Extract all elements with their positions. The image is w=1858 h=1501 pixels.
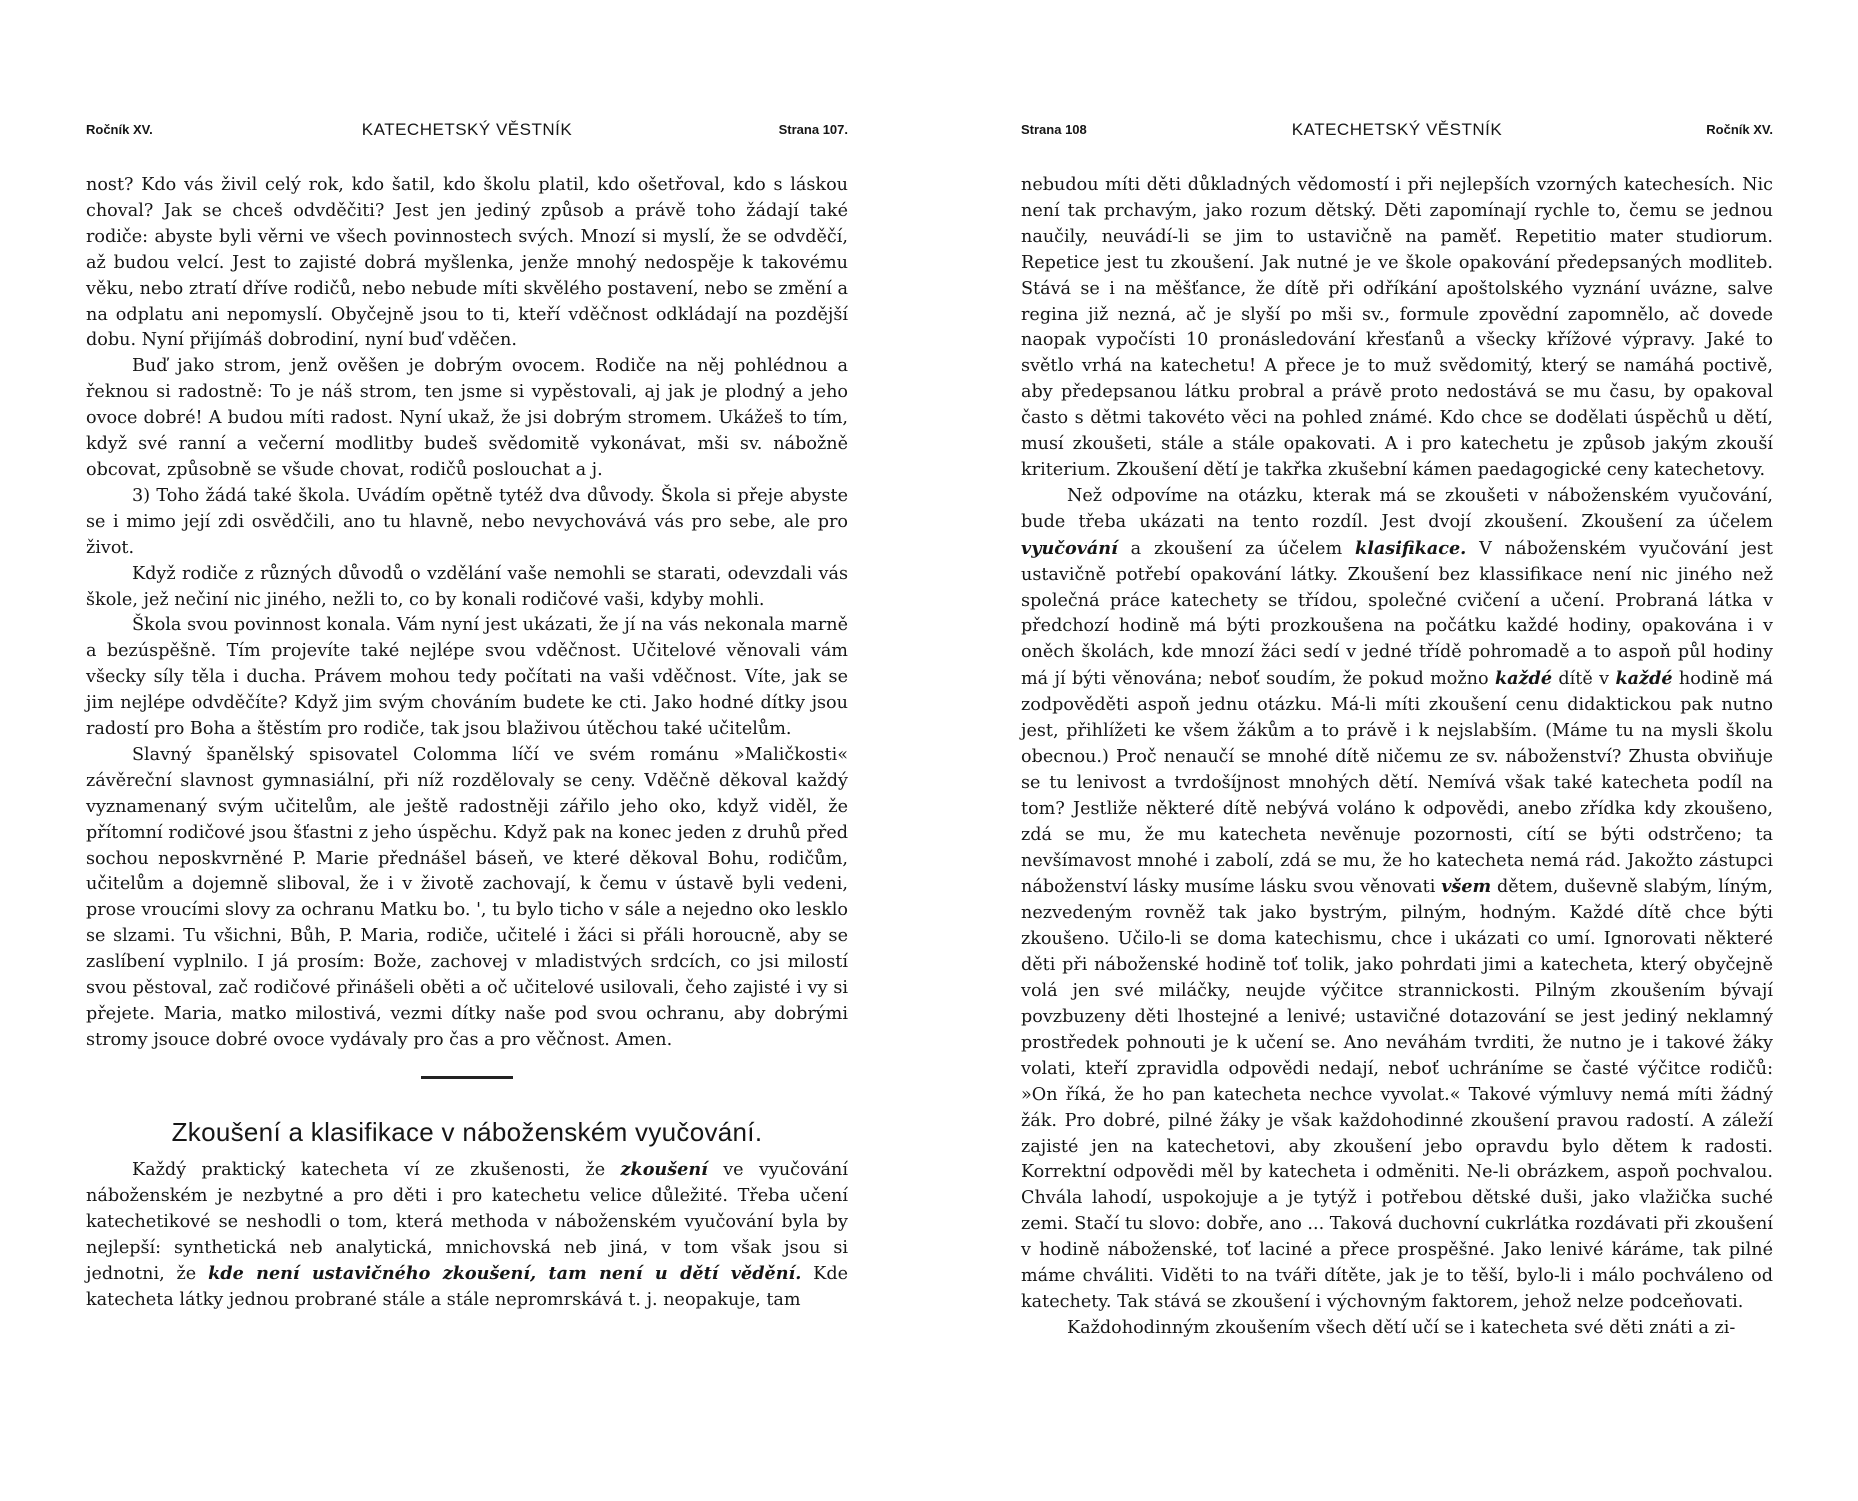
text-run: Každý praktický katecheta ví ze zkušenosti, že	[132, 1159, 621, 1180]
right-header-title: KATECHETSKÝ VĚSTNÍK	[1291, 120, 1503, 139]
paragraph: Slavný španělský spisovatel Colomma líčí ve svém románu »Maličkosti« závěreční slavnost gymnasiální, při níž rozdělovaly se ceny. Vděčně děkoval každý vyznamenaný svým učitelům, ale ještě radostněji zářilo jeho oko, když viděl, že přítomní rodičové jsou šťastni z jeho úspěchu. Když pak na konec jeden z druhů před sochou neposkvrněné P. Marie přednášel báseň, ve které děkoval Bohu, rodičům, učitelům a dojemně sliboval, že i v životě zachovají, k čemu v ústavě byli vedeni, prose vroucími slovy za ochranu Matku bo. ', tu bylo ticho v sále a nejedno oko lesklo se slzami. Tu všichni, Bůh, P. Maria, rodiče, učitelé i žáci si přáli horoucně, aby se zaslíbení vyplnilo. I já prosím: Bože, zachovej v mladistvých srdcích, co jsi milostí svou pěstoval, zač rodičové přinášeli oběti a oč učitelové usilovali, čeho zajisté i vy si přejete. Maria, matko milostivá, vezmi dítky naše pod svou ochranu, aby dobrými stromy jsouce dobré ovoce vydávaly pro čas a pro věčnost. Amen.	[86, 744, 848, 1050]
emphasis: klasifikace.	[1355, 537, 1467, 559]
right-page	[929, 0, 1858, 1501]
left-text-column	[86, 173, 848, 1314]
emphasis: každé	[1494, 668, 1553, 690]
section-divider	[421, 1076, 513, 1079]
emphasis: každé	[1615, 668, 1673, 690]
paragraph: Škola svou povinnost konala. Vám nyní jest ukázati, že jí na vás nekonala marně a bezúspěšně. Tím projevíte také nejlépe svou vděčnost. Učitelové věnovali vám všecky síly těla i ducha. Právem mohou tedy počítati na vaši vděčnost. Víte, jak se jim nejlépe odvděčíte? Když jim svým chováním budete ke cti. Jako hodné dítky jsou radostí pro Boha a štěstím pro rodiče, tak jsou blaživou útěchou také učitelům.	[86, 615, 848, 740]
paragraph: Když rodiče z různých důvodů o vzdělání vaše nemohli se starati, odevzdali vás škole, jež nečiní nic jiného, nežli to, co by konali rodičové vaši, kdyby mohli.	[86, 563, 848, 610]
text-run: ve vyučování náboženském je nezbytné a pro děti i pro katechetu velice důležité. Třeba učení katechetikové se neshodli o tom, která methoda v náboženském vyučování byla by nejlepší: synthetická neb analytická, mnichovská neb jiná, v tom však jsou si jednotni, že	[86, 1159, 848, 1285]
text-run: Než odpovíme na otázku, kterak má se zkoušeti v náboženském vyučování, bude třeba ukázati na tento rozdíl. Jest dvojí zkoušení. Zkoušení za účelem	[1021, 485, 1773, 532]
emphasis: všem	[1441, 876, 1492, 898]
paragraph: Buď jako strom, jenž ověšen je dobrým ovocem. Rodiče na něj pohlédnou a řeknou si radostně: To je náš strom, ten jsme si vypěstovali, aj jak je plodný a jeho ovoce dobré! A budou míti radost. Nyní ukaž, že jsi dobrým stromem. Ukážeš to tím, když své ranní a večerní modlitby budeš svědomitě vykonávat, mši sv. nábožně obcovat, způsobně se všude chovat, rodičů poslouchat a j.	[86, 356, 848, 480]
section-title: Zkoušení a klasifikace v náboženském vyučování.	[171, 1116, 763, 1147]
paragraph: Každohodinným zkoušením všech dětí učí se i katecheta své děti znáti a zi-	[1067, 1317, 1736, 1338]
left-running-header	[86, 118, 848, 142]
text-run: a zkoušení za účelem	[1117, 538, 1356, 559]
emphasis: vyučování	[1021, 537, 1118, 559]
right-header-page-number: Strana 108	[1021, 122, 1087, 137]
right-text-column	[1021, 173, 1773, 1342]
text-run: dítě v	[1552, 669, 1616, 690]
left-header-page-number: Strana 107.	[778, 122, 848, 137]
paragraph	[86, 1157, 848, 1314]
left-header-volume: Ročník XV.	[86, 122, 153, 137]
right-running-header	[1021, 118, 1773, 142]
emphasis: zkoušení	[620, 1158, 708, 1180]
paragraph: 3) Toho žádá také škola. Uvádím opětně tytéž dva důvody. Škola si přeje abyste se i mimo její zdi osvědčili, ano tu hlavně, nebo nevychovává vás pro sebe, ale pro život.	[86, 485, 848, 558]
paragraph	[1021, 484, 1773, 1316]
text-run: V náboženském vyučování jest ustavičně potřebí opakování látky. Zkoušení bez klassifikace není nic jiného než společná práce katechety se třídou, společné cvičení a učení. Probraná látka v předchozí hodině má býti prozkoušena na počátku každé hodiny, opakována i v oněch školách, kde mnozí žáci sedí v jedné třídě pohromadě a to aspoň půl hodiny má jí býti věnována; neboť soudím, že pokud možno	[1021, 538, 1773, 690]
emphasis: kde není ustavičného zkoušení, tam není u dětí vědění.	[208, 1263, 802, 1285]
text-run: dětem, duševně slabým, líným, nezvedeným rovněž tak jako bystrým, pilným, hodným. Každé dítě chce býti zkoušeno. Učilo-li se doma katechismu, chce i ukázati co umí. Ignorovati některé děti při náboženské hodině toť tolik, jako pohrdati jimi a katecheta, který obyčejně volá jen své miláčky, neujde výčitce strannickosti. Pilným zkoušením bývají povzbuzeny děti lhostejné a lenivé; ustavičné dotazování se jest jediný neklamný prostředek pohnouti je k učení se. Ano neváhám tvrditi, že nutno je i takové žáky volati, kteří zpravidla odpovědi nedají, neboť uchráníme se časté výčitce rodičů: »On říká, že ho pan katecheta nechce vyvolat.« Takové výmluvy nemá míti žádný žák. Pro dobré, pilné žáky je však každohodinné zkoušení pravou radostí. A záleží zajisté jen na katechetovi, aby zkoušení jebo opravdu bylo dětem k radosti. Korrektní odpovědi měl by katecheta i odměniti. Ne-li obrázkem, aspoň pochvalou. Chvála lahodí, uspokojuje a je tytýž i potřebou dětské duši, jako vlažička suché zemi. Stačí tu slovo: dobře, ano ... Taková duchovní cukrlátka rozdávati při zkoušení v hodině náboženské, toť laciné a přece prospěšné. Jako lenivé káráme, tak pilné máme chváliti. Viděti to na tváři dítěte, jak je to těší, bylo-li i málo pochváleno od katechety. Tak stává se zkoušení i výchovným faktorem, jehož nelze podceňovati.	[1021, 877, 1773, 1312]
text-run: hodině má zodpověděti aspoň jednu otázku. Má-li míti zkoušení cenu didaktickou pak nutno jest, přihlížeti ke všem žákům a to právě i k nejslabším. (Máme tu na mysli školu obecnou.) Proč nenaučí se mnohé dítě ničemu ze sv. náboženství? Zhusta obviňuje se tu lenivost a tvrdošíjnost mnohých dětí. Nemívá však také katecheta podíl na tom? Jestliže některé dítě nebývá voláno k odpovědi, anebo zřídka kdy zkoušeno, zdá se mu, že mu katecheta nevěnuje pozornosti, cítí se býti odstrčeno; ta nevšímavost mnohé i zabolí, zdá se mu, že ho katecheta nemá rád. Jakožto zástupci náboženství lásky musíme lásku svou věnovati	[1021, 669, 1773, 898]
text-run: Kde katecheta látky jednou probrané stále a stále nepromrskává t. j. neopakuje, tam	[86, 1264, 849, 1311]
right-header-volume: Ročník XV.	[1706, 122, 1773, 137]
left-header-title: KATECHETSKÝ VĚSTNÍK	[361, 120, 573, 139]
paragraph: nost? Kdo vás živil celý rok, kdo šatil, kdo školu platil, kdo ošetřoval, kdo s láskou choval? Jak se chceš odvděčiti? Jest jen jediný způsob a právě toho žádají také rodiče: abyste byli věrni ve všech povinnostech svých. Mnozí si myslí, že se odvděčí, až budou velcí. Jest to zajisté dobrá myšlenka, jenže mnohý nedospěje k takovému věku, nebo ztratí dříve rodičů, nebo nebude míti skvělého postavení, nebo se změní a na odplatu ani nepomyslí. Obyčejně jsou to ti, kteří vděčnost odkládají na pozdější dobu. Nyní přijímáš dobrodiní, nyní buď vděčen.	[86, 175, 848, 351]
paragraph: nebudou míti děti důkladných vědomostí i při nejlepších vzorných katechesích. Nic není tak prchavým, jako rozum dětský. Děti zapomínají rychle to, čemu se jednou naučily, neuvádí-li se jim to ustavičně na paměť. Repetitio mater studiorum. Repetice jest tu zkoušení. Jak nutné je ve škole opakování předepsaných modliteb. Stává se i na měšťance, že dítě při odříkání apoštolského vyznání uvázne, salve regina již nezná, ač je slyší po mši sv., formule zpovědní zapomnělo, ač dovede naopak vypočísti 10 pronásledování křesťanů a všecky křížové výpravy. Jaké to světlo vrhá na katechetu! A přece je to muž svědomitý, který se namáhá poctivě, aby předepsanou látku probral a právě proto nedostává se mu času, by opakoval často s dětmi takovéto věci na pohled známé. Kdo chce se dodělati úspěchů u dětí, musí zkoušeti, stále a stále opakovati. A i pro katechetu je způsob jakým zkouší kriterium. Zkoušení dětí je takřka zkušební kámen paedagogické ceny katechetovy.	[1021, 175, 1773, 480]
